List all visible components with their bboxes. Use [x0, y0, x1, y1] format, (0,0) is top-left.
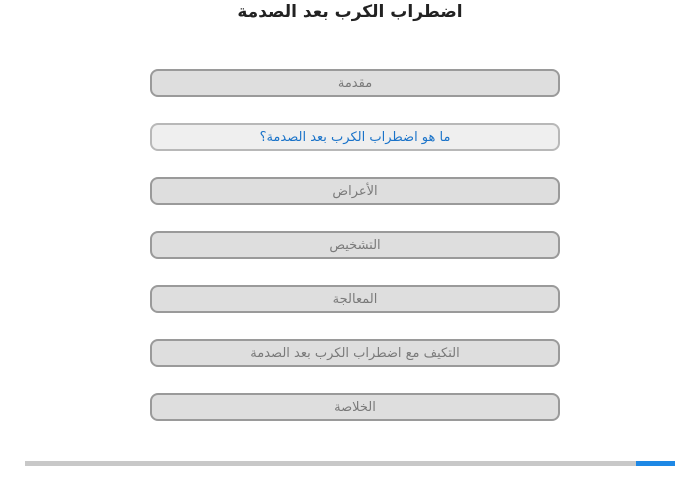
menu-item-summary[interactable]: الخلاصة [150, 393, 560, 421]
page-title: اضطراب الكرب بعد الصدمة [237, 2, 463, 22]
menu-item-introduction[interactable]: مقدمة [150, 69, 560, 97]
menu-item-treatment[interactable]: المعالجة [150, 285, 560, 313]
menu-item-coping[interactable]: التكيف مع اضطراب الكرب بعد الصدمة [150, 339, 560, 367]
progress-bar [25, 461, 675, 466]
menu-item-what-is-ptsd[interactable]: ما هو اضطراب الكرب بعد الصدمة؟ [150, 123, 560, 151]
menu-item-diagnosis[interactable]: التشخيص [150, 231, 560, 259]
section-menu [150, 69, 560, 421]
menu-item-symptoms[interactable]: الأعراض [150, 177, 560, 205]
progress-bar-fill [636, 461, 675, 466]
